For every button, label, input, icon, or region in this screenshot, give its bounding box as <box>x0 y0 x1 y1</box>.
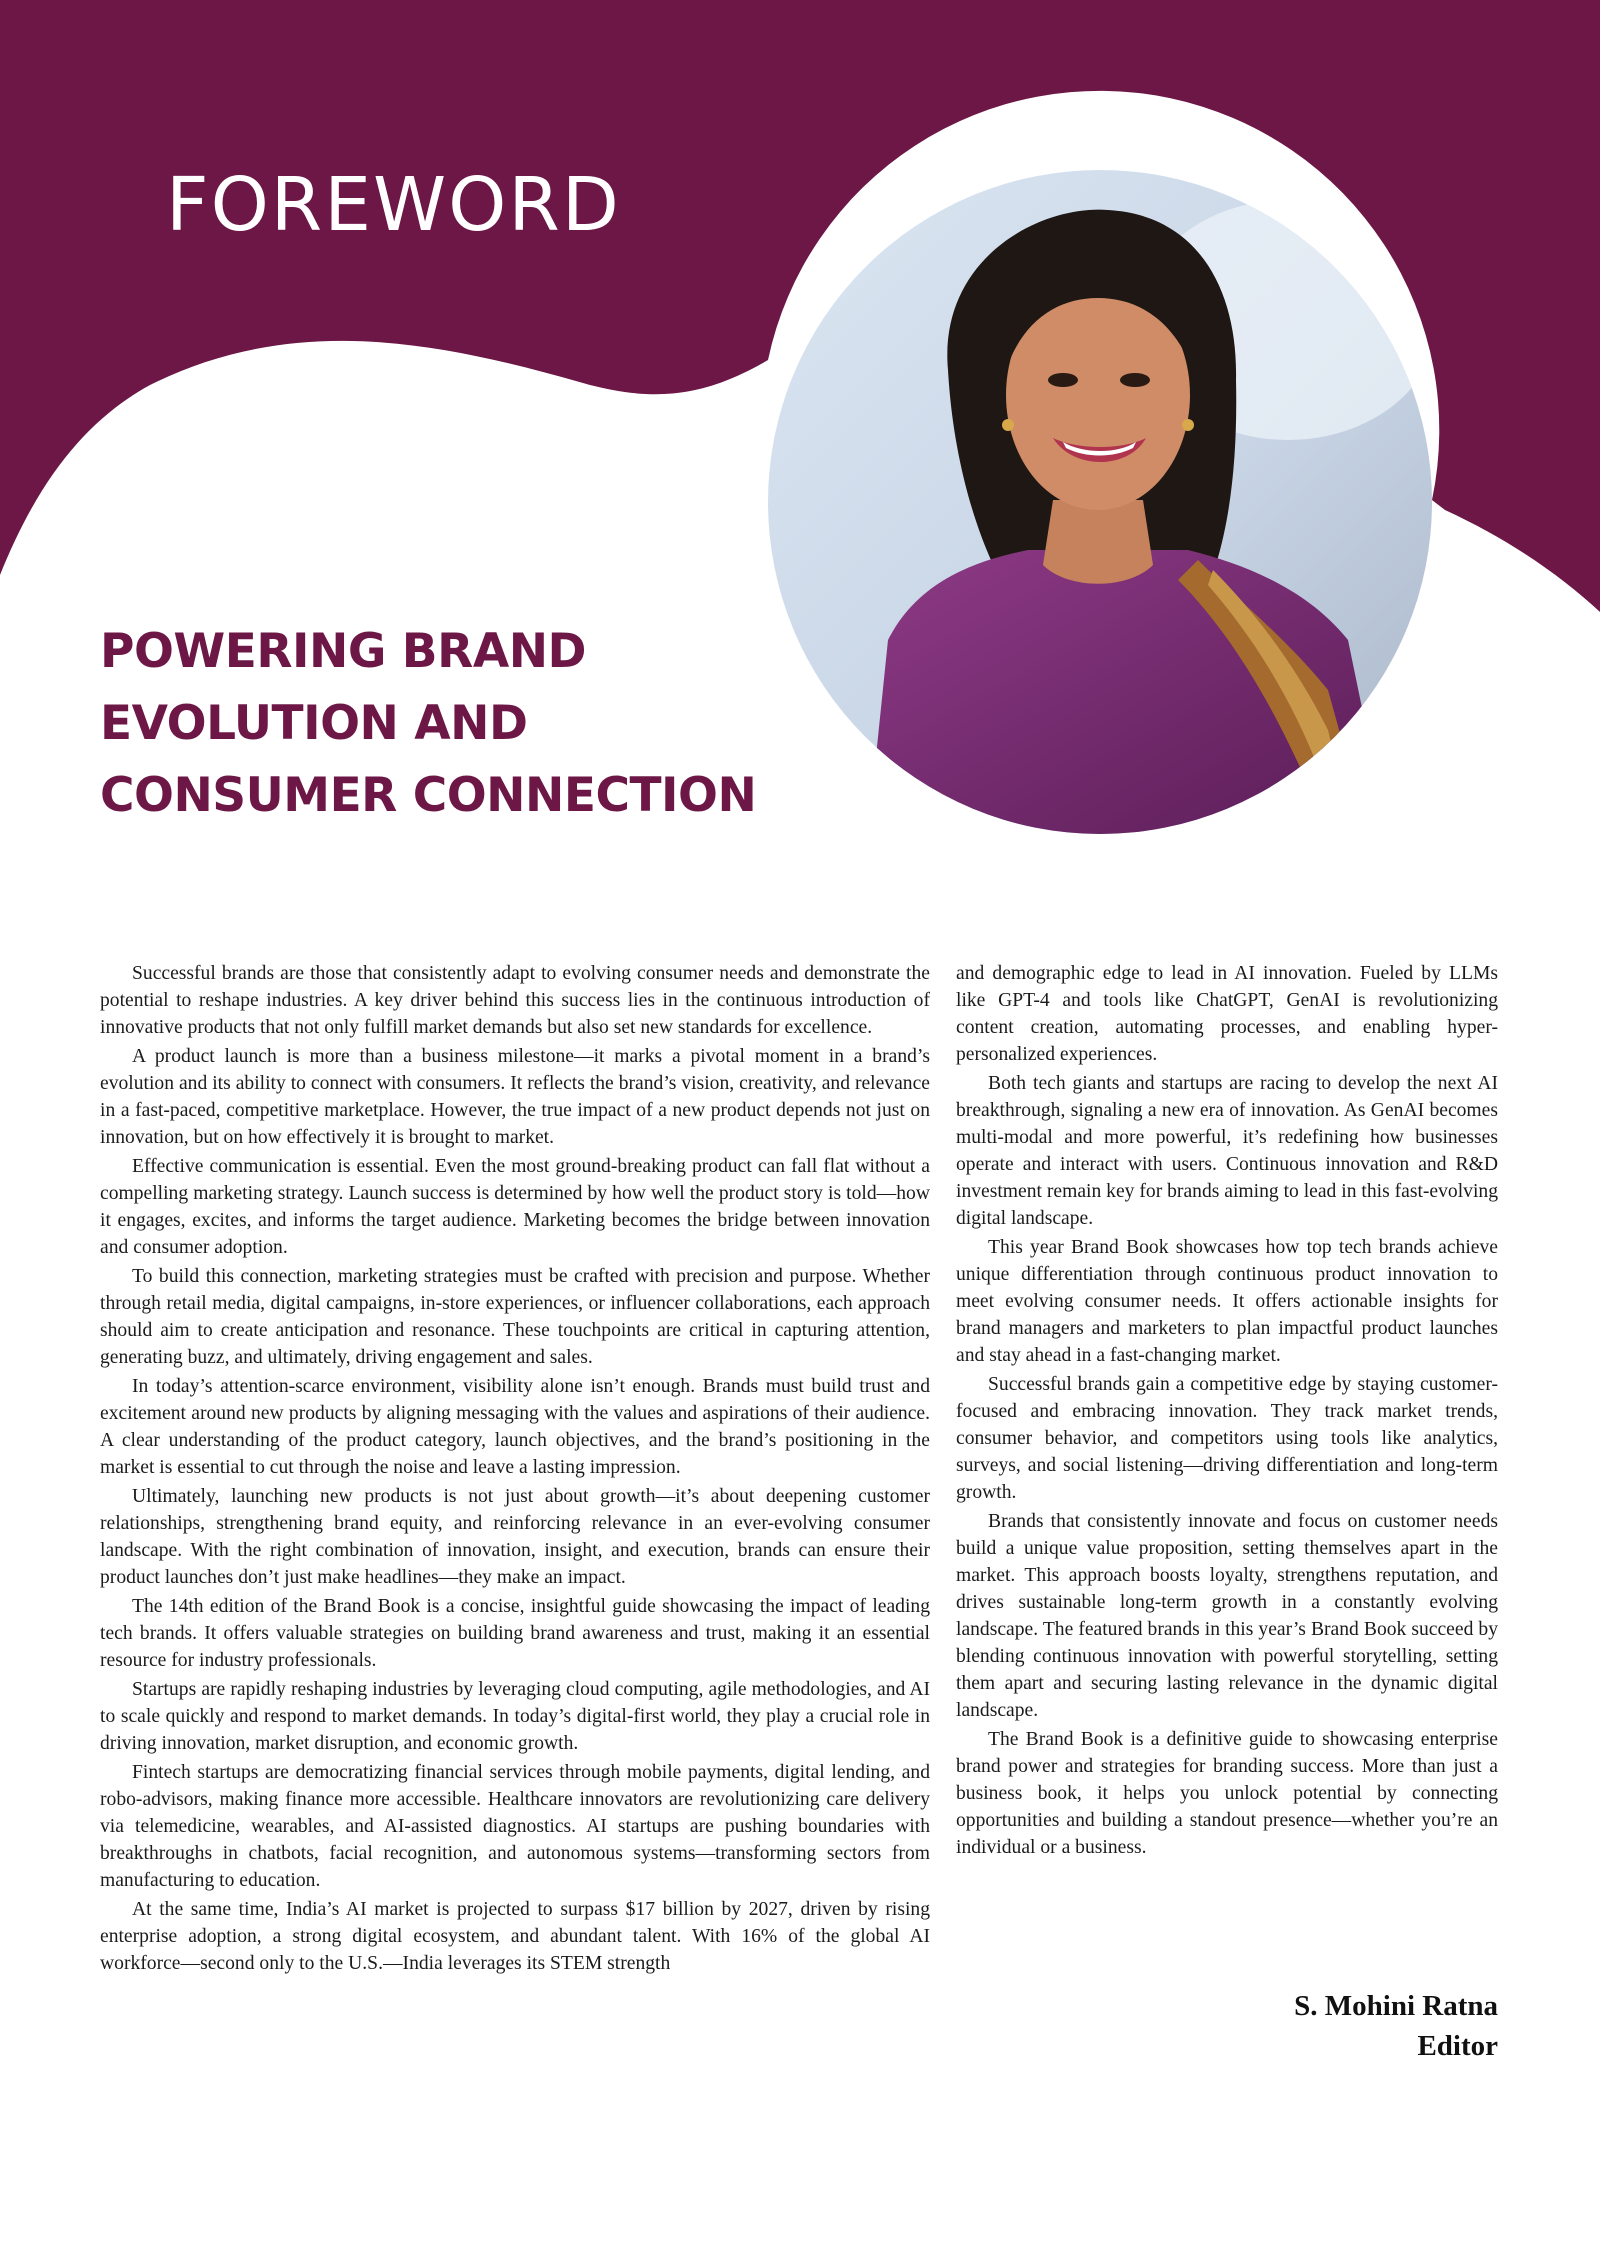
headline-line-2: EVOLUTION AND <box>100 696 528 751</box>
body-paragraph: Brands that consistently innovate and focus on customer needs build a unique value proposition, setting themselves apart in the market. This approach boosts loyalty, strengthens reputation, and drives sustainable long-term growth in a constantly evolving landscape. The featured brands in this year’s Brand Book succeed by blending continuous innovation with powerful storytelling, setting them apart and securing lasting relevance in the dynamic digital landscape. <box>956 1511 1498 1721</box>
body-paragraph: Successful brands are those that consistently adapt to evolving consumer needs and demonstrate the potential to reshape industries. A key driver behind this success lies in the continuous introduction of innovative products that not only fulfill market demands but also set new standards for excellence. <box>100 963 930 1038</box>
body-paragraph: Ultimately, launching new products is not just about growth—it’s about deepening customer relationships, strengthening brand equity, and reinforcing relevance in an ever-evolving consumer landscape. With the right combination of innovation, insight, and execution, brands can ensure their product launches don’t just make headlines—they make an impact. <box>100 1486 930 1588</box>
editor-name: S. Mohini Ratna <box>1294 1990 1498 2022</box>
body-column-left <box>100 960 930 1979</box>
editor-signature <box>1294 1986 1498 2066</box>
body-paragraph: This year Brand Book showcases how top tech brands achieve unique differentiation through continuous product innovation to meet evolving consumer needs. It offers actionable insights for brand managers and marketers to plan impactful product launches and stay ahead in a fast-changing market. <box>956 1237 1498 1366</box>
body-paragraph: In today’s attention-scarce environment, visibility alone isn’t enough. Brands must build trust and excitement around new products by aligning messaging with the values and aspirations of their audience. A clear understanding of the product category, launch objectives, and the brand’s positioning in the market is essential to cut through the noise and leave a lasting impression. <box>100 1376 930 1478</box>
body-paragraph: Startups are rapidly reshaping industries by leveraging cloud computing, agile methodologies, and AI to scale quickly and respond to market demands. In today’s digital-first world, they play a crucial role in driving innovation, market disruption, and economic growth. <box>100 1679 930 1754</box>
body-paragraph: Fintech startups are democratizing financial services through mobile payments, digital lending, and robo-advisors, making finance more accessible. Healthcare innovators are revolutionizing care delivery via telemedicine, wearables, and AI-assisted diagnostics. AI startups are pushing boundaries with breakthroughs in chatbots, facial recognition, and autonomous systems—transforming sectors from manufacturing to education. <box>100 1762 930 1891</box>
body-paragraph: Both tech giants and startups are racing to develop the next AI breakthrough, signaling a new era of innovation. As GenAI becomes multi-modal and more powerful, it’s redefining how businesses operate and interact with users. Continuous innovation and R&D investment remain key for brands aiming to lead in this fast-evolving digital landscape. <box>956 1073 1498 1229</box>
body-paragraph: A product launch is more than a business milestone—it marks a pivotal moment in a brand’s evolution and its ability to connect with consumers. It reflects the brand’s vision, creativity, and relevance in a fast-paced, competitive marketplace. However, the true impact of a new product depends not just on innovation, but on how effectively it is brought to market. <box>100 1046 930 1148</box>
section-title: FOREWORD <box>166 162 621 248</box>
body-paragraph: The 14th edition of the Brand Book is a concise, insightful guide showcasing the impact of leading tech brands. It offers valuable strategies on building brand awareness and trust, making it an essential resource for industry professionals. <box>100 1596 930 1671</box>
body-column-right <box>956 960 1498 1863</box>
headline-line-1: POWERING BRAND <box>100 624 587 679</box>
body-paragraph: Successful brands gain a competitive edge by staying customer-focused and embracing innovation. They track market trends, consumer behavior, and competitors using tools like analytics, surveys, and social listening—driving differentiation and long-term growth. <box>956 1374 1498 1503</box>
body-paragraph: The Brand Book is a definitive guide to showcasing enterprise brand power and strategies for branding success. More than just a business book, it helps you unlock potential by connecting opportunities and building a standout presence—whether you’re an individual or a business. <box>956 1729 1498 1858</box>
body-paragraph: Effective communication is essential. Even the most ground-breaking product can fall flat without a compelling marketing strategy. Launch success is determined by how well the product story is told—how it engages, excites, and informs the target audience. Marketing becomes the bridge between innovation and consumer adoption. <box>100 1156 930 1258</box>
body-paragraph: At the same time, India’s AI market is projected to surpass $17 billion by 2027, driven by rising enterprise adoption, a strong digital ecosystem, and abundant talent. With 16% of the global AI workforce—second only to the U.S.—India leverages its STEM strength <box>100 1899 930 1974</box>
editor-portrait-photo <box>768 170 1432 834</box>
body-paragraph: To build this connection, marketing strategies must be crafted with precision and purpose. Whether through retail media, digital campaigns, in-store experiences, or influencer collaborations, each approach should aim to create anticipation and resonance. These touchpoints are critical in capturing attention, generating buzz, and ultimately, driving engagement and sales. <box>100 1266 930 1368</box>
editor-title: Editor <box>1417 2030 1498 2062</box>
headline <box>100 616 860 832</box>
body-paragraph: and demographic edge to lead in AI innovation. Fueled by LLMs like GPT-4 and tools like ChatGPT, GenAI is revolutionizing content creation, automating processes, and enabling hyper-personalized experiences. <box>956 963 1498 1065</box>
headline-line-3: CONSUMER CONNECTION <box>100 768 757 823</box>
